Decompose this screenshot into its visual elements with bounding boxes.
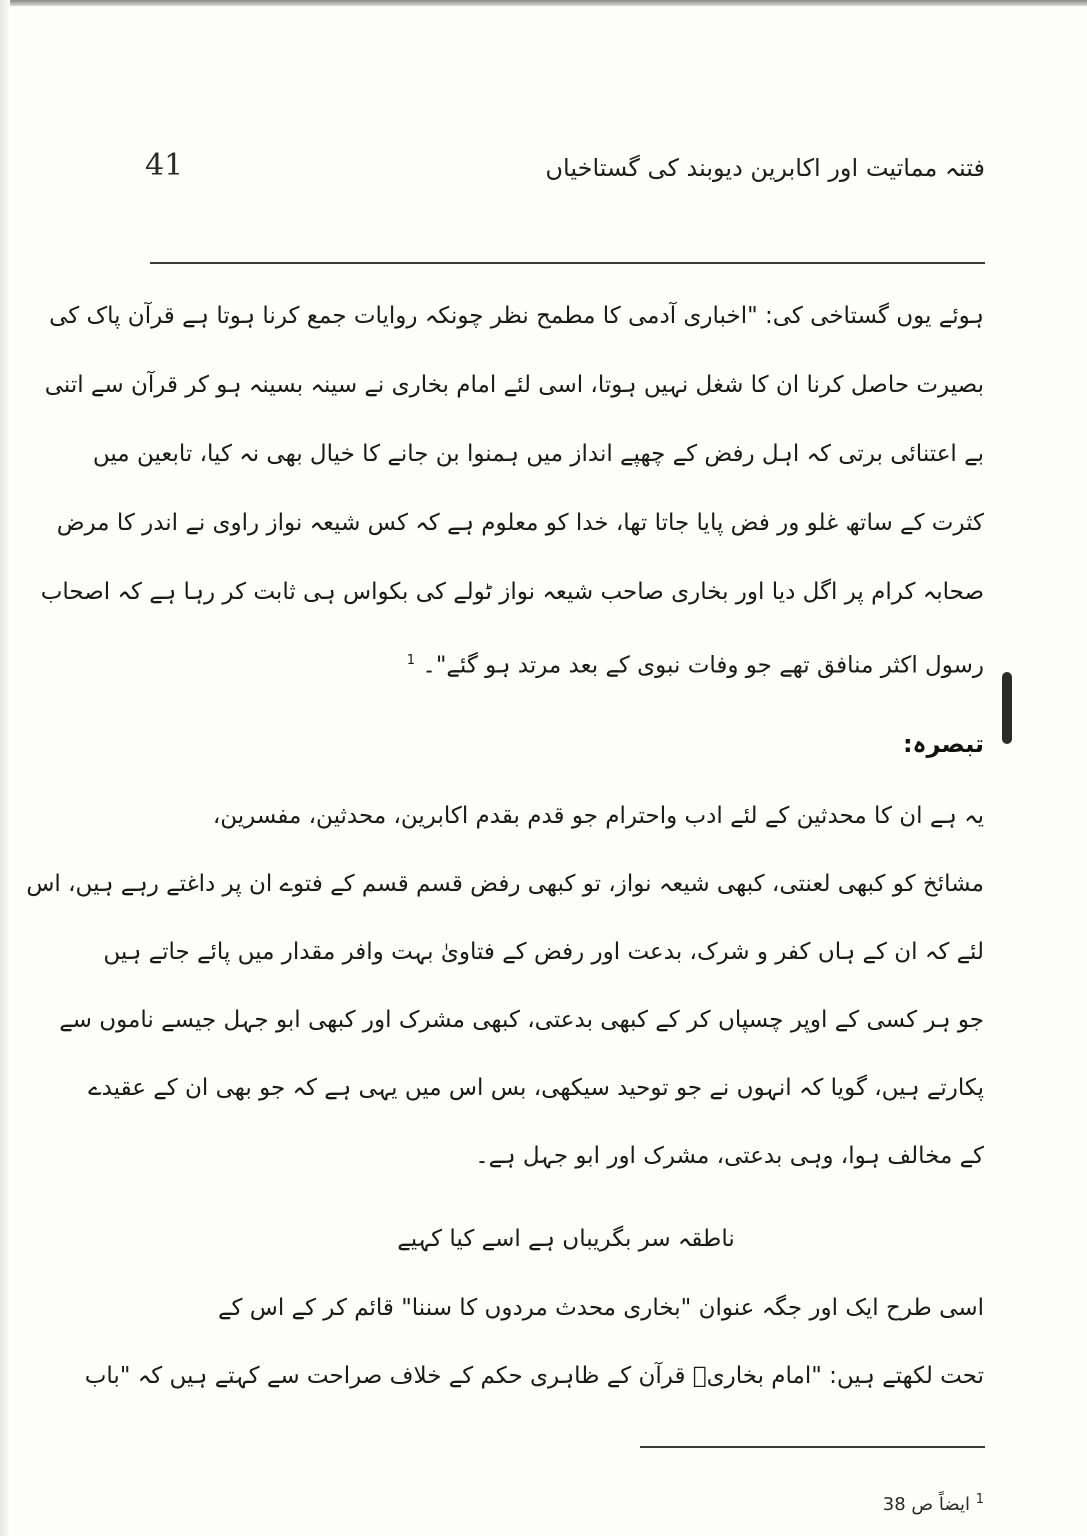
footnote-marker: 1 xyxy=(406,653,416,668)
paragraph-3-line: تحت لکھتے ہیں: "امام بخاریؒ قرآن کے ظاہری حکم کے خلاف صراحت سے کہتے ہیں کہ "باب xyxy=(84,1363,984,1389)
page-number: 41 xyxy=(145,148,184,183)
footnote-rule xyxy=(640,1446,985,1448)
footnote xyxy=(883,1492,984,1515)
paragraph-2-line: لئے کہ ان کے ہاں کفر و شرک، بدعت اور رفض کے فتاویٰ بہت وافر مقدار میں پائے جاتے ہیں xyxy=(103,939,984,965)
margin-mark xyxy=(1002,672,1012,744)
paragraph-2-line: پکارتے ہیں، گویا کہ انہوں نے جو توحید سیکھی، بس اس میں یہی ہے کہ جو بھی ان کے عقیدے xyxy=(88,1075,984,1101)
paragraph-1-line: کثرت کے ساتھ غلو ور فض پایا جاتا تھا، خدا کو معلوم ہے کہ کس شیعہ نواز راوی نے اندر کا مرض xyxy=(56,510,984,536)
section-heading: تبصرہ: xyxy=(902,730,984,758)
running-title: فتنہ مماتیت اور اکابرین دیوبند کی گستاخیاں xyxy=(545,154,985,182)
paragraph-1-line: بصیرت حاصل کرنا ان کا شغل نہیں ہوتا، اسی لئے امام بخاری نے سینہ بسینہ ہو کر قرآن سے اتنی xyxy=(44,372,984,398)
paragraph-2-line: جو ہر کسی کے اوپر چسپاں کر کے کبھی بدعتی، کبھی مشرک اور کبھی ابو جہل جیسے ناموں سے xyxy=(59,1007,984,1033)
footnote-text: ایضاً ص 38 xyxy=(882,1494,970,1515)
paragraph-1-line: رسول اکثر منافق تھے جو وفات نبوی کے بعد مرتد ہو گئے"۔ xyxy=(422,652,984,679)
verse-line: ناطقہ سر بگریباں ہے اسے کیا کہیے xyxy=(397,1226,735,1252)
paragraph-1-line: ہوئے یوں گستاخی کی: "اخباری آدمی کا مطمح نظر چونکہ روایات جمع کرنا ہوتا ہے قرآن پاک کی xyxy=(49,303,984,329)
footnote-number: 1 xyxy=(975,1492,984,1507)
paragraph-2-line: کے مخالف ہوا، وہی بدعتی، مشرک اور ابو جہل ہے۔ xyxy=(475,1143,984,1169)
scan-left-edge xyxy=(0,0,10,1536)
paragraph-2-line: مشائخ کو کبھی لعنتی، کبھی شیعہ نواز، تو کبھی رفض قسم قسم کے فتوے ان پر داغتے رہے ہیں، اس xyxy=(26,871,984,897)
page-header xyxy=(145,148,985,198)
scan-top-edge xyxy=(0,0,1087,6)
paragraph-1-line: صحابہ کرام پر اگل دیا اور بخاری صاحب شیعہ نواز ٹولے کی بکواس ہی ثابت کر رہا ہے کہ اصحاب xyxy=(40,579,984,605)
paragraph-2-line: یہ ہے ان کا محدثین کے لئے ادب واحترام جو قدم بقدم اکابرین، محدثین، مفسرین، xyxy=(212,803,984,829)
header-rule xyxy=(150,262,985,264)
paragraph-3-line: اسی طرح ایک اور جگہ عنوان "بخاری محدث مردوں کا سننا" قائم کر کے اس کے xyxy=(218,1295,984,1321)
paragraph-1-last-line xyxy=(407,643,984,684)
paragraph-1-line: بے اعتنائی برتی کہ اہل رفض کے چھپے انداز میں ہمنوا بن جانے کا خیال بھی نہ کیا، تابعین میں xyxy=(92,441,984,467)
